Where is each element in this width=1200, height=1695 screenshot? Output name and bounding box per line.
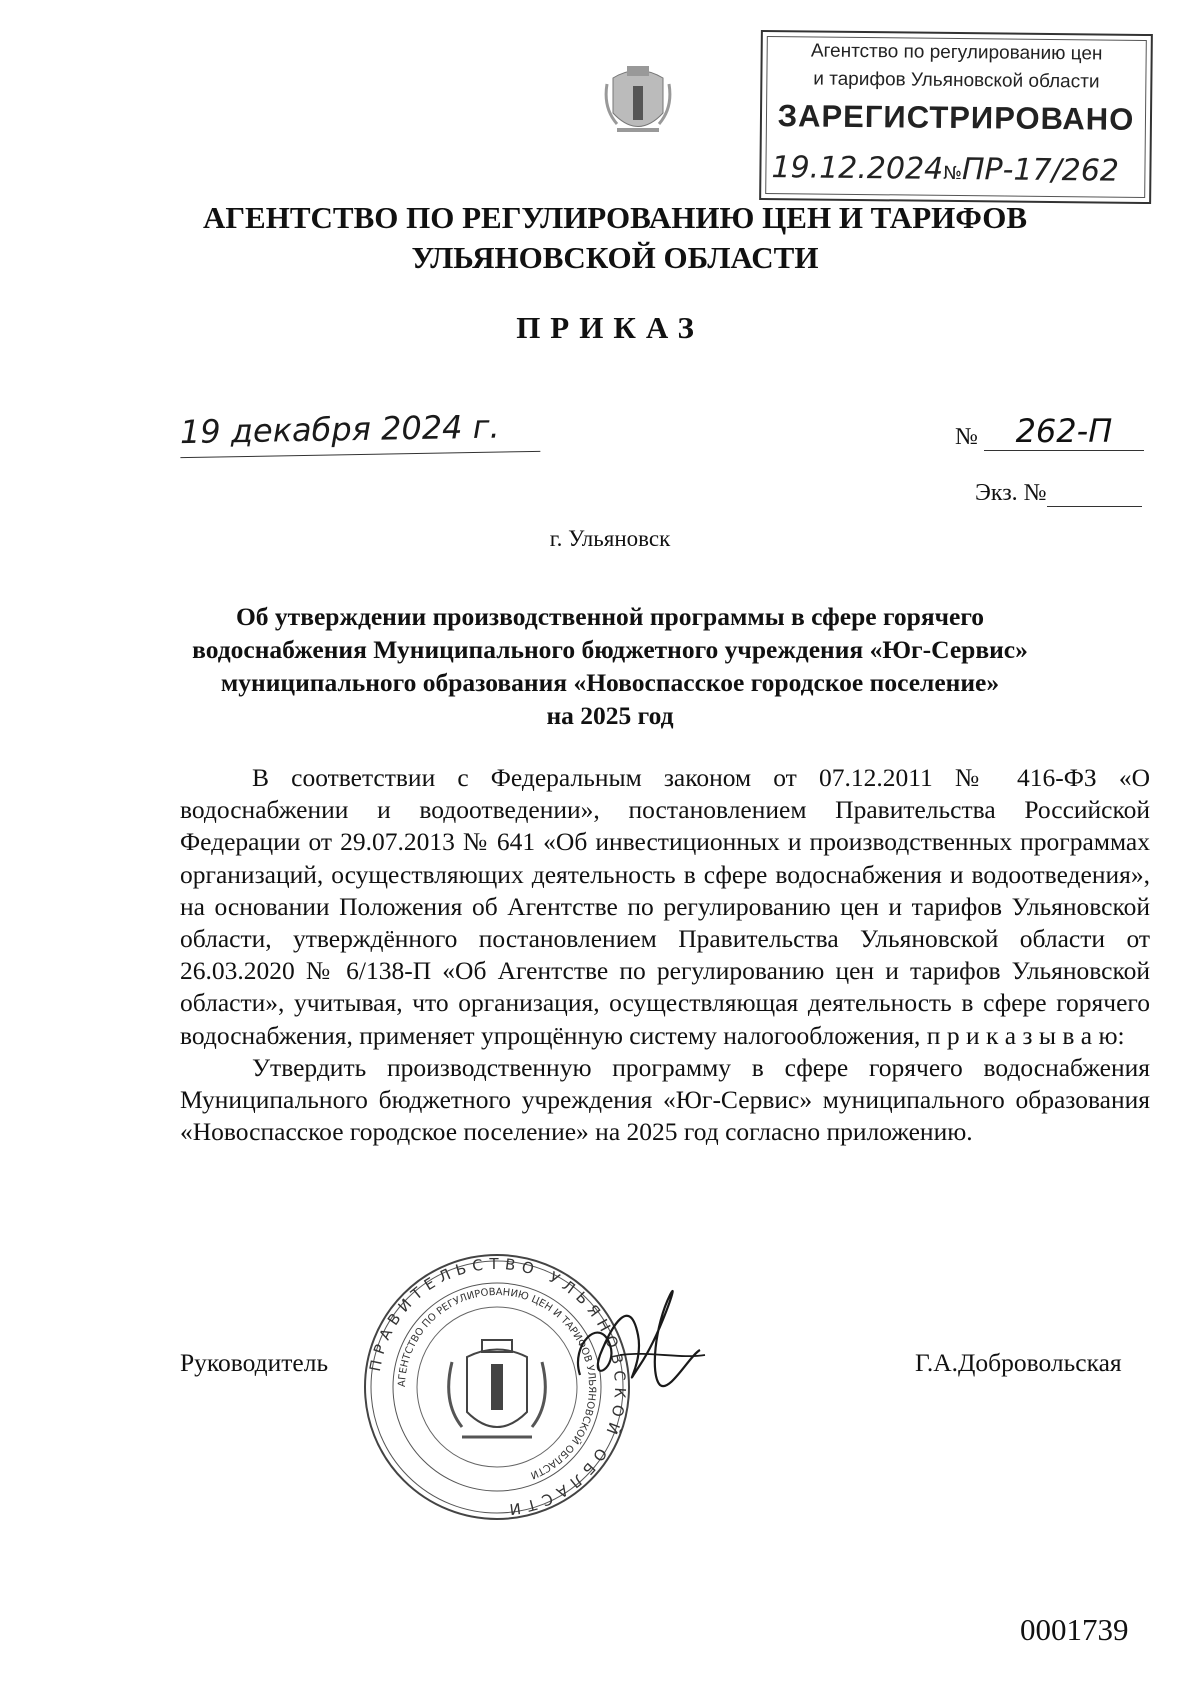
registration-stamp-agency-line1: Агентство по регулированию цен: [810, 40, 1103, 65]
subject-line1: Об утверждении производственной программы в сфере горячего: [235, 602, 985, 631]
order-body: [180, 762, 1150, 1148]
document-type-title: ПРИКАЗ: [516, 310, 704, 345]
registration-stamp: [759, 30, 1153, 204]
order-date: 19 декабря 2024 г.: [180, 407, 541, 458]
copy-number: [975, 480, 1142, 507]
city: г. Ульяновск: [549, 526, 671, 551]
registration-stamp-agency-line2: и тарифов Ульяновской области: [813, 68, 1100, 93]
subject-line3: муниципального образования «Новоспасское городское поселение»: [220, 668, 1000, 697]
body-paragraph-decision: Утвердить производственную программу в сфере горячего водоснабжения Муниципального бюджетного учреждения «Юг-Сервис» муниципального образования «Новоспасское городское поселение» на 2025 год согласно приложению.: [180, 1052, 1150, 1147]
registration-number: ПР-17/262: [961, 152, 1120, 189]
handwritten-signature: [560, 1255, 710, 1435]
copy-number-label: Экз. №: [975, 480, 1047, 506]
order-subject: [180, 600, 1040, 732]
subject-line2: водоснабжения Муниципального бюджетного учреждения «Юг-Сервис»: [192, 635, 1028, 664]
document-serial-number: 0001739: [1020, 1612, 1129, 1647]
order-number-value: 262-П: [984, 412, 1144, 451]
agency-name-line1: АГЕНТСТВО ПО РЕГУЛИРОВАНИЮ ЦЕН И ТАРИФОВ: [202, 200, 1028, 235]
order-number: [955, 412, 1155, 451]
agency-name-line2: УЛЬЯНОВСКОЙ ОБЛАСТИ: [411, 240, 819, 275]
coat-of-arms-emblem: [603, 58, 673, 144]
signer-name: Г.А.Добровольская: [915, 1348, 1122, 1377]
copy-number-blank: [1047, 484, 1142, 507]
order-number-sign: №: [955, 424, 978, 450]
svg-text:АГЕНТСТВО ПО РЕГУЛИРОВАНИЮ ЦЕН: АГЕНТСТВО ПО РЕГУЛИРОВАНИЮ ЦЕН И ТАРИФОВ УЛЬЯНОВСКОЙ ОБЛАСТИ: [396, 1286, 598, 1481]
registration-status: ЗАРЕГИСТРИРОВАНО: [777, 98, 1135, 137]
svg-text:ПРАВИТЕЛЬСТВО УЛЬЯНОВСКОЙ ОБЛА: ПРАВИТЕЛЬСТВО УЛЬЯНОВСКОЙ ОБЛАСТИ: [365, 1254, 630, 1520]
agency-name: [130, 198, 1100, 278]
body-paragraph-preamble: В соответствии с Федеральным законом от 07.12.2011 № 416-ФЗ «О водоснабжении и водоотведении», постановлением Правительства Российской Федерации от 29.07.2013 № 641 «Об инвестиционных и производственных программах организаций, осуществляющих деятельность в сфере водоснабжения и водоотведения», на основании Положения об Агентстве по регулированию цен и тарифов Ульяновской области, утверждённого постановлением Правительства Ульяновской области от 26.03.2020 № 6/138-П «Об Агентстве по регулированию цен и тарифов Ульяновской области», учитывая, что организация, осуществляющая деятельность в сфере горячего водоснабжения, применяет упрощённую систему налогообложения, п р и к а з ы в а ю:: [180, 763, 1150, 1050]
registration-number-sign: №: [943, 162, 963, 185]
registration-number-line: [771, 150, 1141, 189]
registration-date: 19.12.2024: [771, 150, 944, 187]
signer-title: Руководитель: [180, 1348, 329, 1377]
subject-line4: на 2025 год: [546, 701, 674, 730]
